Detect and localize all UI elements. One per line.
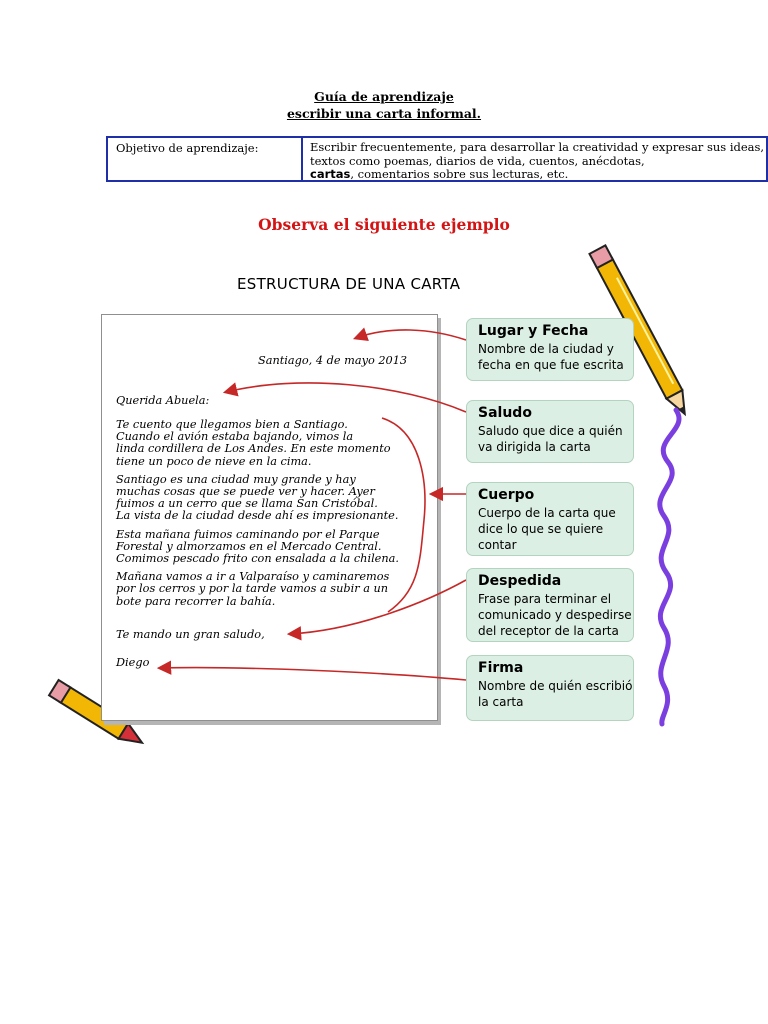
letter-body-line: Mañana vamos a ir a Valparaíso y caminaremos xyxy=(116,570,390,584)
part-title: Saludo xyxy=(478,405,532,421)
guide-subtitle: escribir una carta informal. xyxy=(286,106,482,121)
part-desc-line: dice lo que se quiere xyxy=(478,522,604,536)
letter-body-line: La vista de la ciudad desde ahí es impresionante. xyxy=(116,509,399,523)
guide-title: Guía de aprendizaje xyxy=(314,89,454,104)
part-desc-line: Nombre de la ciudad y xyxy=(478,342,614,356)
letter-body-line: tiene un poco de nieve en la cima. xyxy=(116,454,312,468)
part-title: Cuerpo xyxy=(478,487,535,503)
part-box-firma xyxy=(466,655,634,721)
part-desc-line: Cuerpo de la carta que xyxy=(478,506,616,520)
part-box-lugar-fecha xyxy=(466,318,634,381)
letter-body-line: muchas cosas que se puede ver y hacer. Ayer xyxy=(116,485,375,499)
figure-title: ESTRUCTURA DE UNA CARTA xyxy=(237,275,461,293)
part-box-despedida xyxy=(466,568,634,642)
letter-body-line: Comimos pescado frito con ensalada a la chilena. xyxy=(116,552,399,566)
objective-label: Objetivo de aprendizaje: xyxy=(116,141,259,155)
objective-line-2: textos como poemas, diarios de vida, cuentos, anécdotas, xyxy=(310,153,645,168)
letter-body-line: linda cordillera de Los Andes. En este momento xyxy=(116,442,391,456)
part-desc-line: Frase para terminar el xyxy=(478,592,612,606)
objective-line-3-rest: , comentarios sobre sus lecturas, etc. xyxy=(350,167,569,181)
part-desc-line: comunicado y despedirse xyxy=(478,608,632,622)
part-desc-line: Saludo que dice a quién xyxy=(478,424,623,438)
arrow-lugar-fecha xyxy=(356,330,466,340)
part-title: Lugar y Fecha xyxy=(478,323,589,339)
letter-place-date: Santiago, 4 de mayo 2013 xyxy=(258,354,408,367)
letter-farewell: Te mando un gran saludo, xyxy=(116,628,265,641)
letter-body-line: Esta mañana fuimos caminando por el Parque xyxy=(116,527,380,541)
part-title: Firma xyxy=(478,660,524,676)
letter-body-line: Cuando el avión estaba bajando, vimos la xyxy=(116,430,354,444)
letter-body-line: Forestal y almorzamos en el Mercado Central. xyxy=(116,539,382,553)
part-desc-line: fecha en que fue escrita xyxy=(478,358,624,372)
letter-greeting: Querida Abuela: xyxy=(116,394,210,407)
part-box-cuerpo xyxy=(466,482,634,556)
letter-body-line: fuimos a un cerro que se llama San Cristóbal. xyxy=(116,497,378,511)
letter-body-line: bote para recorrer la bahía. xyxy=(116,594,276,608)
arrow-saludo xyxy=(226,383,466,412)
part-desc-line: contar xyxy=(478,538,517,552)
instruction-heading: Observa el siguiente ejemplo xyxy=(258,215,510,234)
part-desc-line: del receptor de la carta xyxy=(478,624,619,638)
arrow-cuerpo-bracket xyxy=(382,418,425,612)
letter-body-line: Te cuento que llegamos bien a Santiago. xyxy=(116,418,348,431)
part-title: Despedida xyxy=(478,573,562,589)
letter-signature: Diego xyxy=(116,656,150,669)
objective-cartas-bold: cartas xyxy=(310,167,351,181)
letter-body-line: por los cerros y por la tarde vamos a subir a un xyxy=(116,582,389,596)
part-box-saludo xyxy=(466,400,634,463)
part-desc-line: la carta xyxy=(478,695,524,709)
letter-body-line: Santiago es una ciudad muy grande y hay xyxy=(116,472,356,486)
objective-line-1: Escribir frecuentemente, para desarrollar la creatividad y expresar sus ideas, xyxy=(310,141,764,154)
arrow-firma xyxy=(160,668,466,680)
arrow-despedida xyxy=(290,580,466,634)
part-desc-line: Nombre de quién escribió xyxy=(478,679,633,693)
part-desc-line: va dirigida la carta xyxy=(478,440,591,454)
